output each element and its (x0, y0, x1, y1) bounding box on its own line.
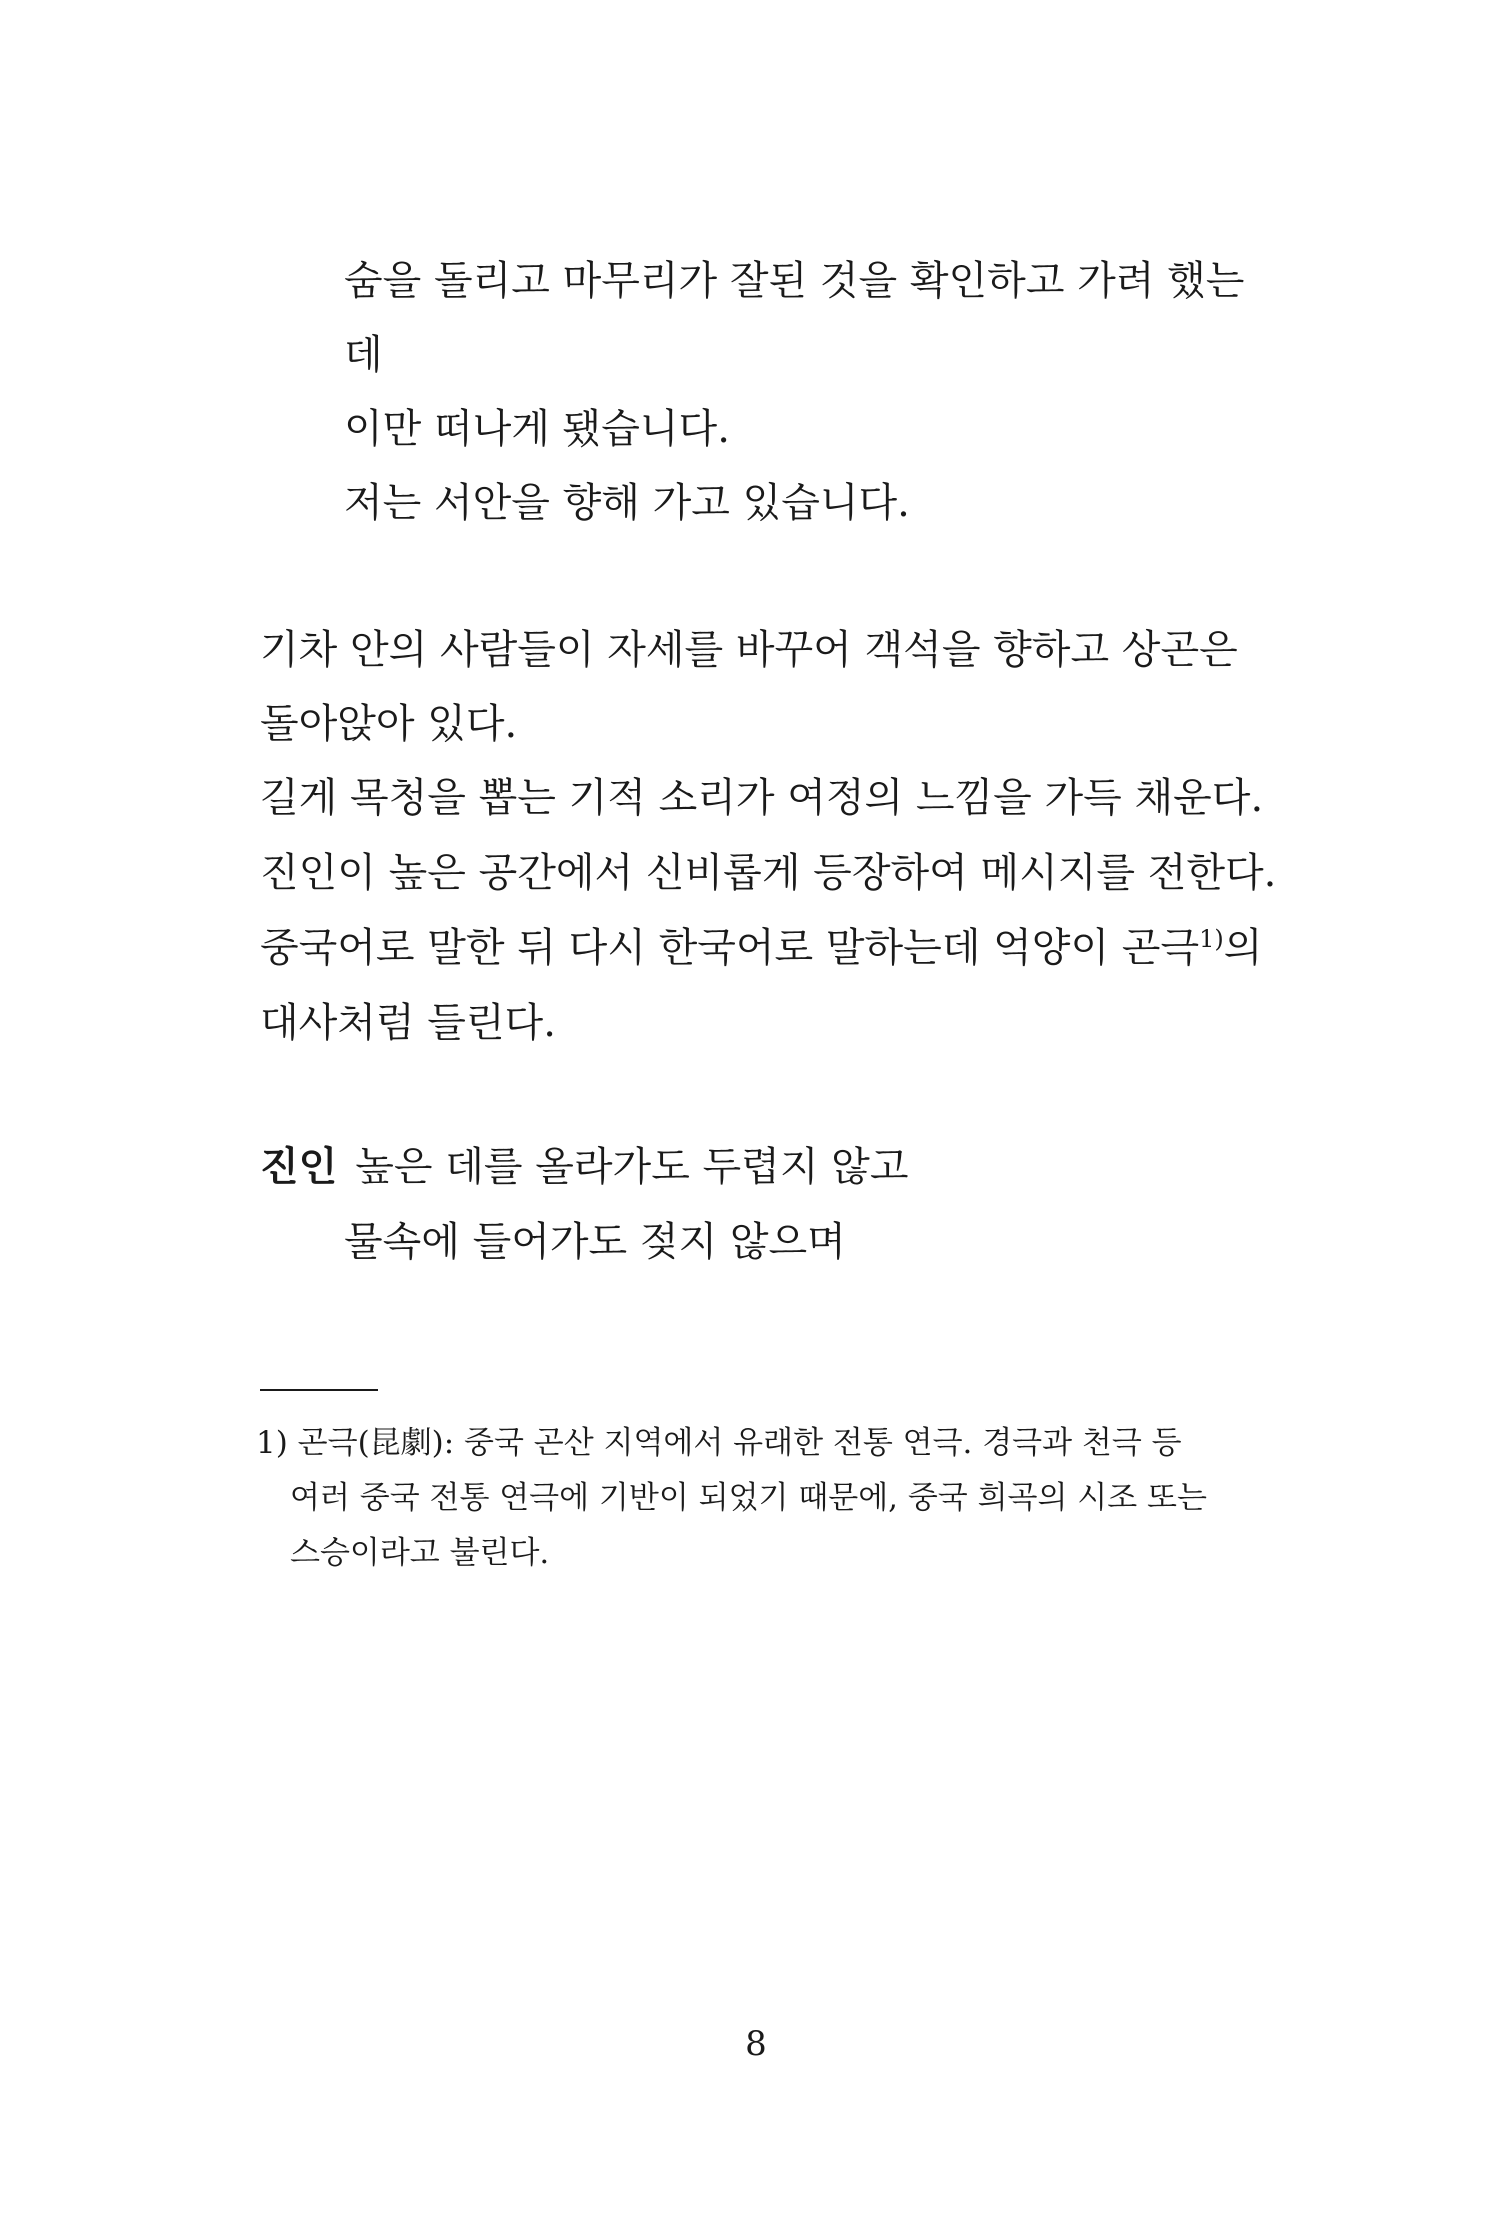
dialogue-line (260, 1142, 908, 1192)
letter-line: 숨을 돌리고 마무리가 잘된 것을 확인하고 가려 했는 (344, 258, 1245, 304)
narration-line: 진인이 높은 공간에서 신비롭게 등장하여 메시지를 전한다. (260, 850, 1277, 896)
footnote-line: 1) 곤극(昆劇): 중국 곤산 지역에서 유래한 전통 연극. 경극과 천극 등 (256, 1425, 1182, 1461)
narration-text: 의 (1223, 925, 1263, 971)
footnote-separator (260, 1389, 378, 1391)
narration-text: 중국어로 말한 뒤 다시 한국어로 말하는데 억양이 곤극 (260, 925, 1200, 971)
footnote-line: 여러 중국 전통 연극에 기반이 되었기 때문에, 중국 희곡의 시조 또는 (290, 1480, 1207, 1516)
narration-line: 길게 목청을 뽑는 기적 소리가 여정의 느낌을 가득 채운다. (260, 775, 1264, 821)
narration-line: 대사처럼 들린다. (260, 1000, 556, 1046)
narration-line-with-footnote (260, 923, 1262, 973)
letter-line: 저는 서안을 향해 가고 있습니다. (344, 480, 910, 526)
footnote-reference[interactable]: 1) (1199, 925, 1224, 953)
narration-line: 기차 안의 사람들이 자세를 바꾸어 객석을 향하고 상곤은 (260, 627, 1238, 673)
narration-line: 돌아앉아 있다. (260, 701, 518, 747)
letter-line: 데 (344, 332, 383, 378)
letter-line: 이만 떠나게 됐습니다. (344, 406, 730, 452)
dialogue-text: 높은 데를 올라가도 두렵지 않고 (355, 1144, 909, 1190)
speaker-name: 진인 (260, 1144, 338, 1190)
dialogue-continuation: 물속에 들어가도 젖지 않으며 (344, 1219, 846, 1265)
footnote-line: 스승이라고 불린다. (290, 1535, 550, 1571)
page-number: 8 (745, 2024, 767, 2064)
